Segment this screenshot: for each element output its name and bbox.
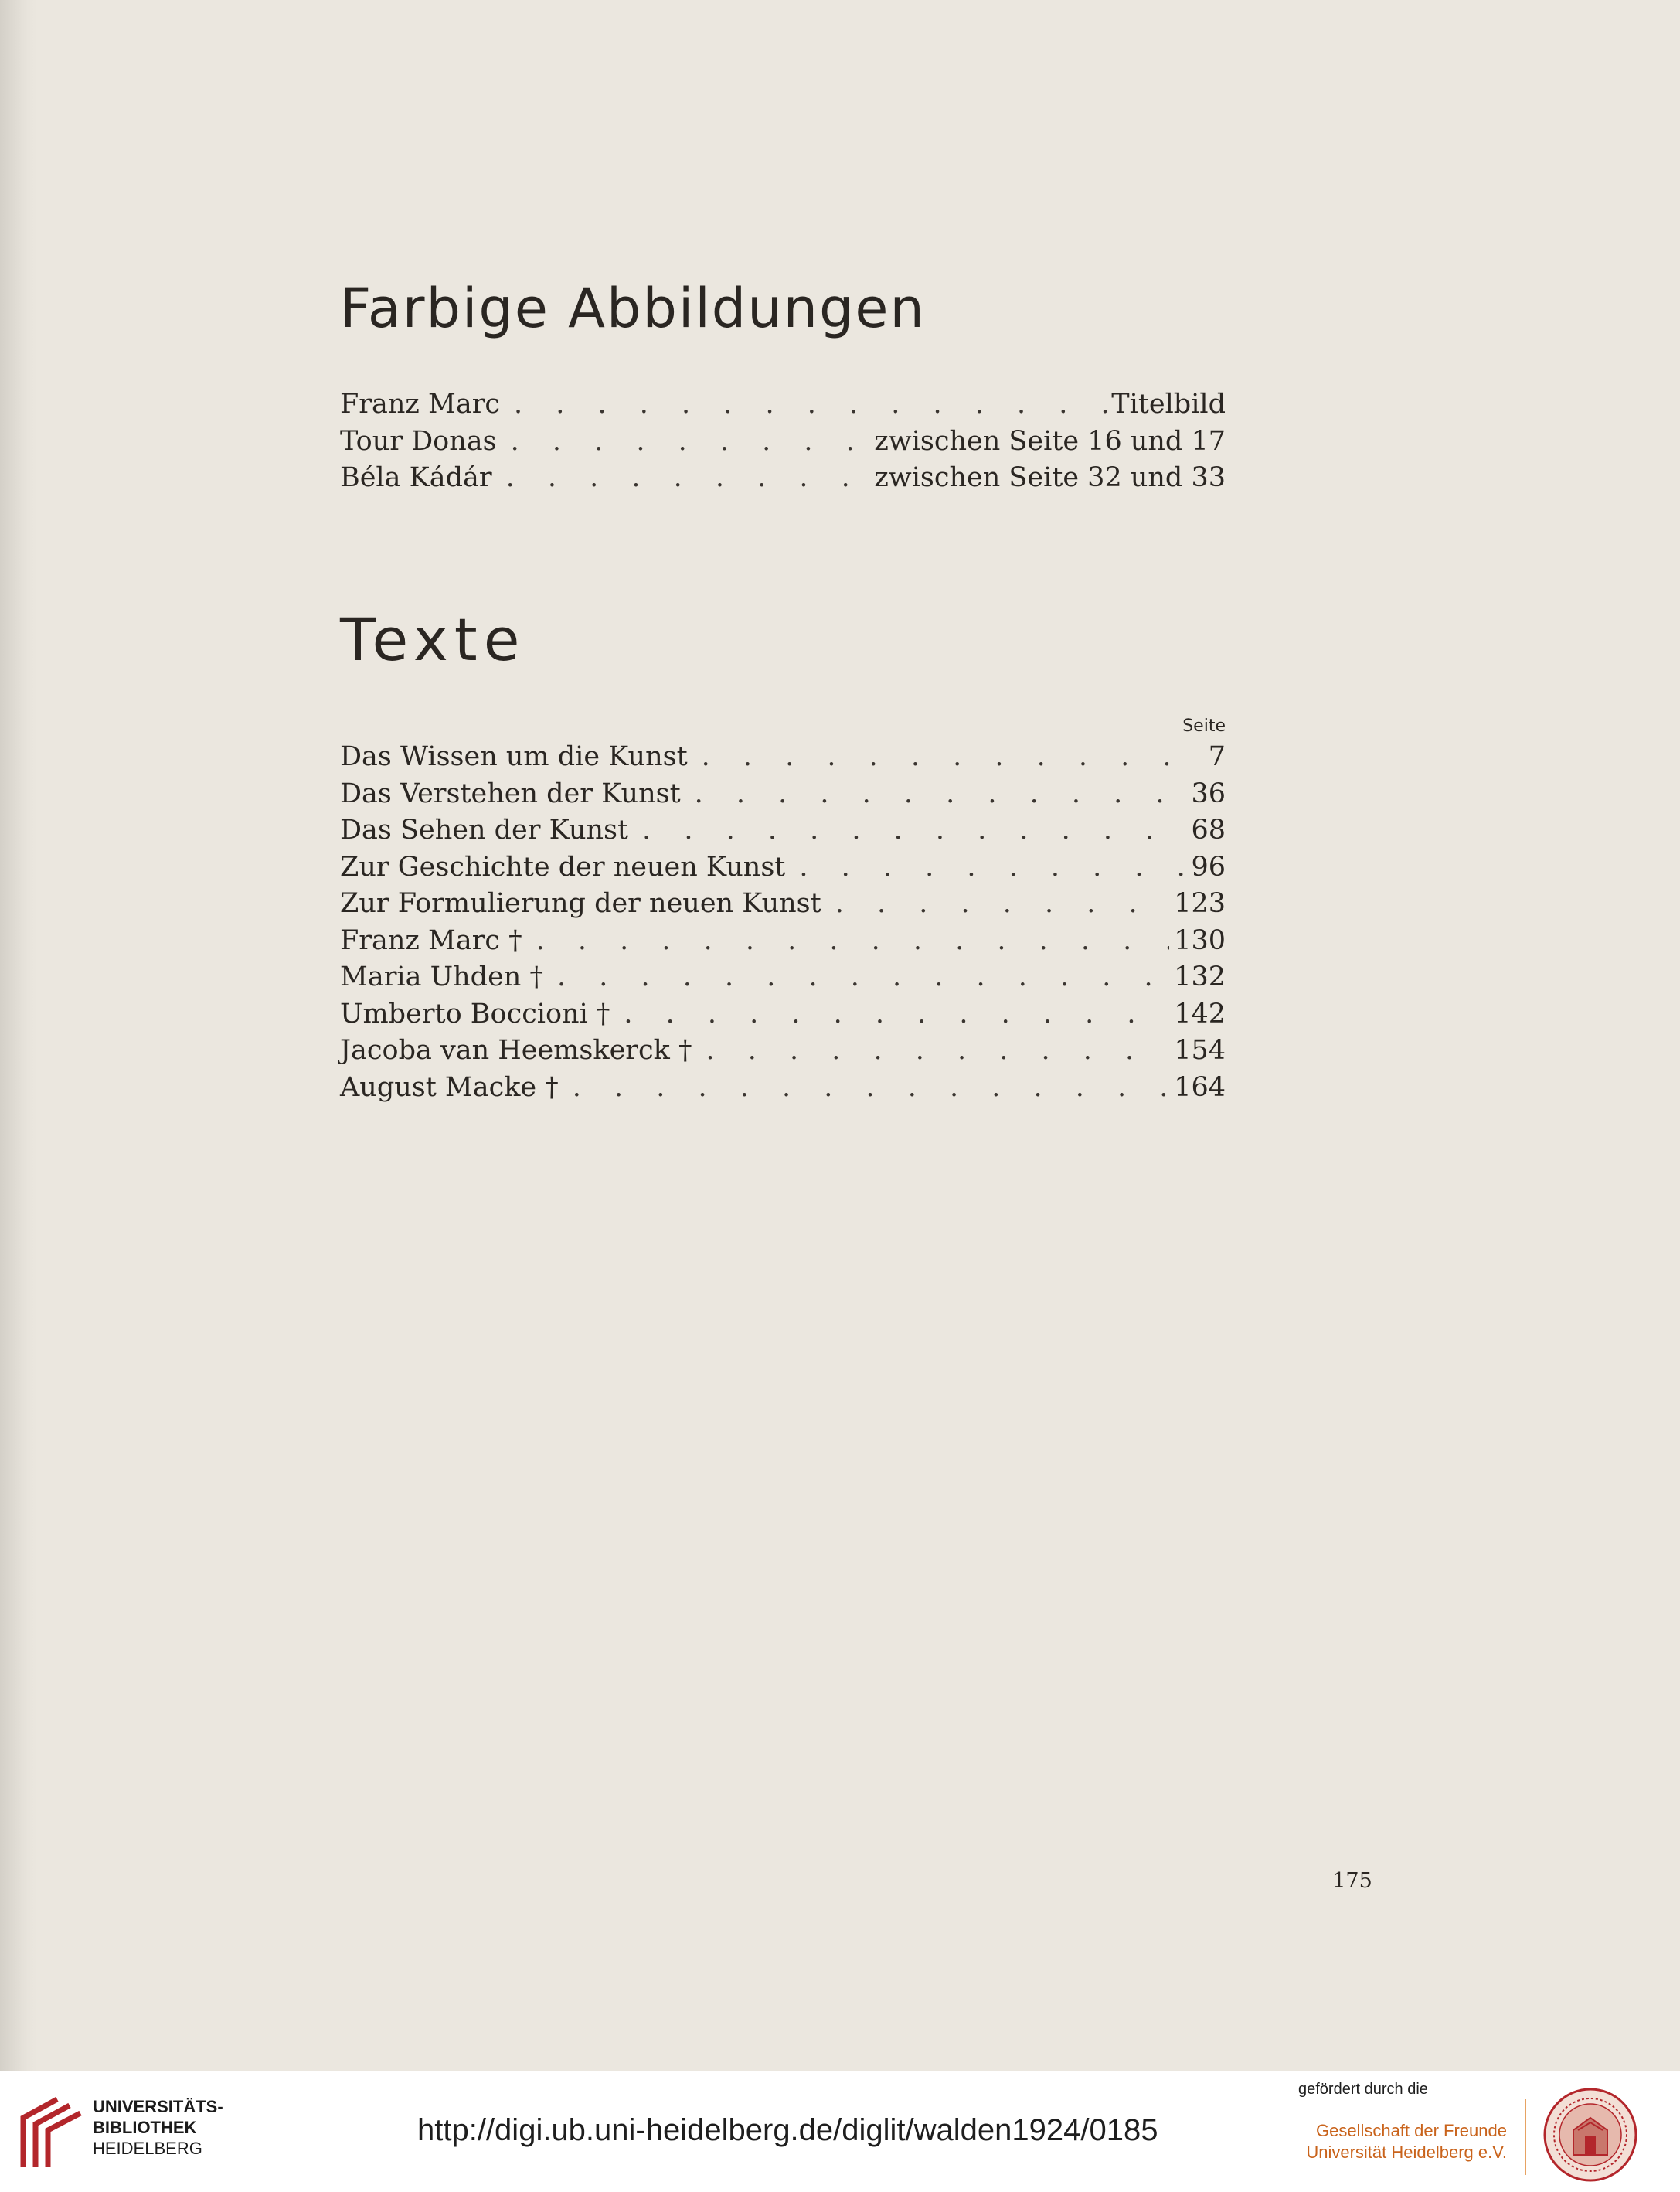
toc-entry-page: 164 [1174,1071,1226,1103]
toc-entry-ref: zwischen Seite 16 und 17 [874,425,1226,457]
toc-entry-title: Das Sehen der Kunst [340,815,629,846]
toc-entry-page: 7 [1208,741,1226,772]
toc-entry-title: Umberto Boccioni † [340,998,610,1030]
page-fold-shadow [0,0,37,2071]
library-name-line: UNIVERSITÄTS- [93,2097,223,2116]
toc-row [340,999,1226,1036]
seite-column-label: Seite [1182,716,1226,736]
dot-leader [506,462,870,493]
dot-leader [511,426,870,457]
toc-entry-title: Zur Geschichte der neuen Kunst [340,851,786,883]
library-name-line: HEIDELBERG [93,2139,202,2158]
sponsor-name-line: Universität Heidelberg e.V. [1306,2143,1507,2162]
ub-heidelberg-logo-icon[interactable] [17,2090,83,2173]
dot-leader [702,741,1204,772]
sponsor-divider [1525,2099,1526,2175]
dot-leader [642,815,1186,846]
texts-list [340,712,1226,1108]
toc-row [340,778,1226,815]
library-name [93,2096,223,2159]
toc-row [340,888,1226,925]
sponsor-name-line: Gesellschaft der Freunde [1315,2121,1507,2140]
toc-row [340,389,1226,426]
toc-entry-title: Béla Kádár [340,462,492,493]
toc-entry-title: Zur Formulierung der neuen Kunst [340,888,821,919]
digitization-footer [0,2071,1680,2192]
toc-entry-title: Das Wissen um die Kunst [340,741,688,772]
toc-row [340,852,1226,889]
toc-entry-title: Das Verstehen der Kunst [340,778,681,809]
toc-row [340,1035,1226,1072]
dot-leader [695,778,1187,809]
toc-entry-ref: zwischen Seite 32 und 33 [874,462,1226,493]
library-name-line: BIBLIOTHEK [93,2118,197,2137]
dot-leader [514,389,1107,420]
dot-leader [706,1035,1169,1066]
toc-entry-page: 154 [1174,1035,1226,1066]
permalink-url[interactable]: http://digi.ub.uni-heidelberg.de/diglit/walden1924/0185 [417,2113,1158,2147]
dot-leader [799,852,1186,883]
dot-leader [835,888,1169,919]
toc-entry-title: Franz Marc [340,389,501,420]
sponsor-block [1298,2081,1507,2163]
page-number: 175 [1332,1869,1372,1893]
toc-entry-ref: Titelbild [1111,389,1226,420]
toc-row [340,815,1226,852]
colour-plates-list [340,389,1226,499]
toc-entry-title: Tour Donas [340,425,497,457]
toc-entry-page: 68 [1191,815,1226,846]
heading-texts: Texte [340,605,526,674]
toc-entry-title: Franz Marc † [340,924,522,956]
toc-entry-page: 142 [1174,998,1226,1030]
toc-row [340,1072,1226,1109]
toc-entry-page: 36 [1191,778,1226,809]
dot-leader [557,962,1169,992]
dot-leader [536,925,1170,956]
toc-row [340,426,1226,463]
toc-entry-page: 132 [1174,962,1226,992]
toc-entry-title: August Macke † [340,1071,559,1103]
toc-row [340,462,1226,499]
dot-leader [624,999,1169,1030]
toc-entry-page: 123 [1174,888,1226,919]
toc-entry-page: 96 [1191,851,1226,883]
toc-row [340,741,1226,778]
toc-entry-page: 130 [1174,924,1226,956]
sponsor-label: gefördert durch die [1298,2081,1428,2098]
toc-row [340,925,1226,962]
dot-leader [573,1072,1169,1103]
toc-entry-title: Jacoba van Heemskerck † [340,1035,692,1066]
heading-colour-plates: Farbige Abbildungen [340,277,926,340]
toc-row [340,962,1226,999]
toc-entry-title: Maria Uhden † [340,962,543,992]
university-seal-icon [1542,2087,1638,2183]
